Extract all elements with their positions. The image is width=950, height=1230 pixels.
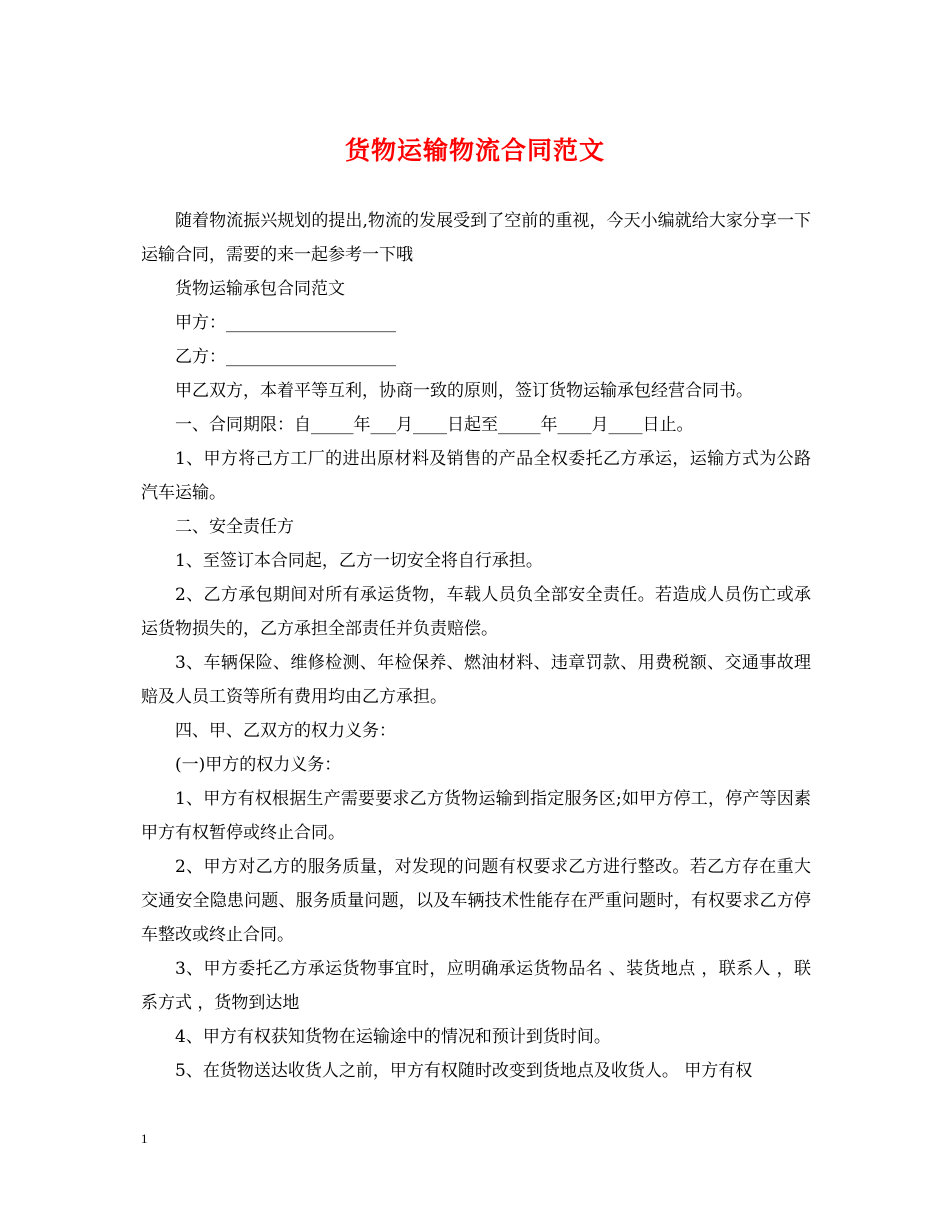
contract-subtitle: 货物运输承包合同范文: [175, 279, 345, 299]
section-heading-rights: 四、甲、乙双方的权力义务：: [175, 721, 396, 741]
clause-1-entrustment: 1、甲方将己方工厂的进出原材料及销售的产品全权委托乙方承运，运输方式为公路汽车运输。: [141, 449, 811, 503]
document-body: [141, 204, 811, 1088]
intro-paragraph: 随着物流振兴规划的提出,物流的发展受到了空前的重视，今天小编就给大家分享一下运输合同，需要的来一起参考一下哦: [141, 211, 811, 265]
contract-term-clause: 一、合同期限：自_____年___月____日起至_____年____月____日止。: [175, 415, 694, 435]
rights-clause-2: 2、甲方对乙方的服务质量，对发现的问题有权要求乙方进行整改。若乙方存在重大交通安全隐患问题、服务质量问题，以及车辆技术性能存在严重问题时，有权要求乙方停车整改或终止合同。: [141, 857, 811, 945]
rights-clause-1: 1、甲方有权根据生产需要要求乙方货物运输到指定服务区;如甲方停工，停产等因素甲方有权暂停或终止合同。: [141, 789, 811, 843]
document-title: 货物运输物流合同范文: [344, 136, 605, 165]
subsection-heading-party-a: (一)甲方的权力义务：: [175, 755, 342, 775]
rights-clause-5: 5、在货物送达收货人之前，甲方有权随时改变到货地点及收货人。 甲方有权: [175, 1061, 753, 1081]
party-b-line: 乙方：____________________: [175, 347, 396, 367]
rights-clause-4: 4、甲方有权获知货物在运输途中的情况和预计到货时间。: [175, 1027, 611, 1047]
party-a-line: 甲方：____________________: [175, 313, 396, 333]
rights-clause-3: 3、甲方委托乙方承运货物事宜时，应明确承运货物品名 、装货地点 ，联系人 ，联系方式 ，货物到达地: [141, 959, 811, 1013]
preamble-paragraph: 甲乙双方，本着平等互利，协商一致的原则，签订货物运输承包经营合同书。: [175, 381, 753, 401]
safety-clause-1: 1、至签订本合同起，乙方一切安全将自行承担。: [175, 551, 543, 571]
safety-clause-3: 3、车辆保险、维修检测、年检保养、燃油材料、违章罚款、用费税额、交通事故理赔及人员工资等所有费用均由乙方承担。: [141, 653, 811, 707]
section-heading-safety: 二、安全责任方: [175, 517, 294, 537]
safety-clause-2: 2、乙方承包期间对所有承运货物，车载人员负全部安全责任。若造成人员伤亡或承运货物损失的，乙方承担全部责任并负责赔偿。: [141, 585, 811, 639]
page-number: 1: [141, 1131, 148, 1146]
